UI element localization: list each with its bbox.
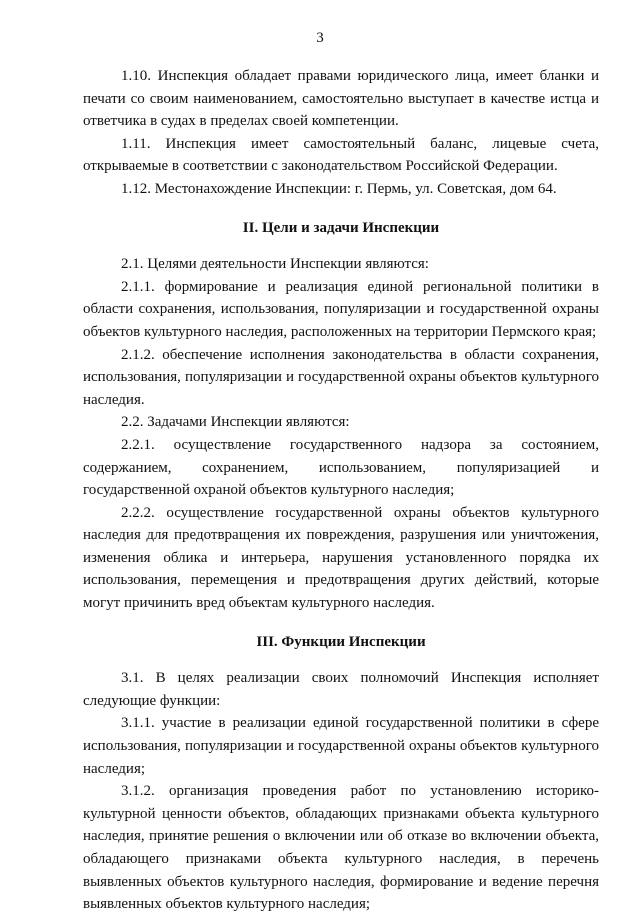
clause-3-1: 3.1. В целях реализации своих полномочий Инспекция исполняет следующие функции: <box>83 670 599 709</box>
clause-3-1-1: 3.1.1. участие в реализации единой государственной политики в сфере использования, популяризации и государственной охраны объектов культурного наследия; <box>83 715 599 777</box>
document-body <box>83 65 599 916</box>
clause-2-1: 2.1. Целями деятельности Инспекции являются: <box>121 256 429 273</box>
page-number: 3 <box>316 30 324 46</box>
clause-1-11: 1.11. Инспекция имеет самостоятельный баланс, лицевые счета, открываемые в соответствии с законодательством Российской Федерации. <box>83 135 599 175</box>
clause-2-2: 2.2. Задачами Инспекции являются: <box>121 414 350 431</box>
clause-1-12: 1.12. Местонахождение Инспекции: г. Пермь, ул. Советская, дом 64. <box>121 180 557 197</box>
clause-2-2-1: 2.2.1. осуществление государственного надзора за состоянием, содержанием, сохранением, использованием, популяризацией и государственной охраной объектов культурного наследия; <box>83 436 599 499</box>
clause-2-1-1: 2.1.1. формирование и реализация единой региональной политики в области сохранения, использования, популяризации и государственной охраны объектов культурного наследия, расположенных на территории Пермского края; <box>83 278 599 340</box>
clause-1-10: 1.10. Инспекция обладает правами юридического лица, имеет бланки и печати со своим наименованием, самостоятельно выступает в качестве истца и ответчика в судах в пределах своей компетенции. <box>83 68 599 130</box>
clause-3-1-2: 3.1.2. организация проведения работ по установлению историко-культурной ценности объектов, обладающих признаками объекта культурного наследия, принятие решения о включении или об отказе во включении объекта, обладающего признаками объекта культурного наследия, в перечень выявленных объектов культурного наследия, формирование и ведение перечня выявленных объектов культурного наследия; <box>83 783 599 913</box>
clause-2-2-2: 2.2.2. осуществление государственной охраны объектов культурного наследия для предотвращения их повреждения, разрушения или уничтожения, изменения облика и интерьера, нарушения установленного порядка их использования, перемещения и предотвращения других действий, которые могут причинить вред объектам культурного наследия. <box>83 504 599 612</box>
section-heading-3: III. Функции Инспекции <box>256 633 426 650</box>
clause-2-1-2: 2.1.2. обеспечение исполнения законодательства в области сохранения, использования, популяризации и государственной охраны объектов культурного наследия. <box>83 346 599 408</box>
section-heading-2: II. Цели и задачи Инспекции <box>242 219 440 236</box>
